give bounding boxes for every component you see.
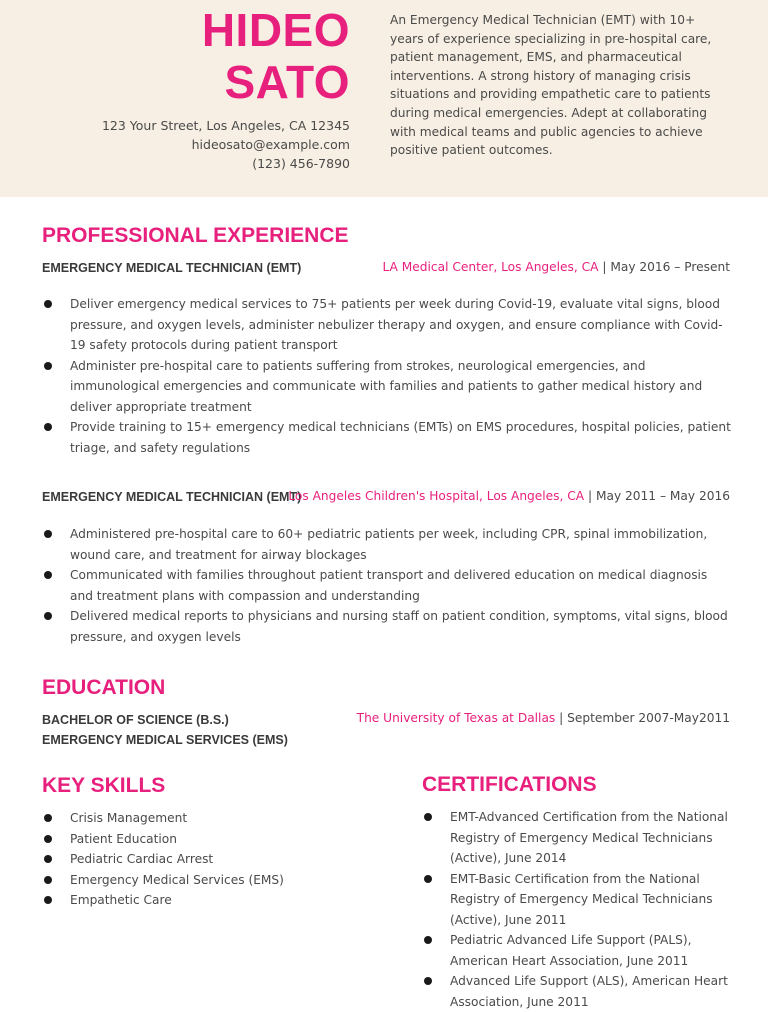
- education-meta: [357, 711, 730, 725]
- address: 123 Your Street, Los Angeles, CA 12345: [101, 118, 350, 133]
- email: hideosato@example.com: [191, 137, 350, 152]
- bullet-icon: [424, 977, 432, 985]
- bullet-text: Communicated with families throughout patient transport and delivered education on medical diagnosis and treatment plans with compassion and understanding: [70, 568, 708, 603]
- bullet-icon: [424, 875, 432, 883]
- job-bullets-2: [42, 524, 732, 647]
- certifications-list: [422, 807, 742, 1012]
- bullet-icon: [44, 423, 52, 431]
- list-item: [42, 417, 732, 458]
- cert-text: Advanced Life Support (ALS), American Heart Association, June 2011: [450, 974, 728, 1009]
- list-item: [422, 971, 742, 1012]
- bullet-icon: [44, 530, 52, 538]
- bullet-icon: [424, 813, 432, 821]
- education-dates: | September 2007-May2011: [555, 711, 730, 725]
- job-meta-1: [382, 260, 730, 274]
- skills-heading: KEY SKILLS: [42, 774, 166, 797]
- bullet-icon: [44, 814, 52, 822]
- cert-text: Pediatric Advanced Life Support (PALS), American Heart Association, June 2011: [450, 933, 692, 968]
- first-name: HIDEO: [201, 4, 350, 56]
- job-meta-2: [288, 489, 730, 503]
- summary-text: An Emergency Medical Technician (EMT) with 10+ years of experience specializing in pre-hospital care, patient management, EMS, and pharmaceutical interventions. A strong history of managing crisis situations and providing empathetic care to patients during medical emergencies. Adept at collaborating with medical teams and public agencies to achieve positive patient outcomes.: [390, 13, 712, 158]
- bullet-icon: [44, 896, 52, 904]
- last-name: SATO: [224, 56, 350, 108]
- experience-heading: PROFESSIONAL EXPERIENCE: [42, 224, 349, 247]
- job-title-2: EMERGENCY MEDICAL TECHNICIAN (EMT): [42, 490, 302, 504]
- bullet-icon: [44, 362, 52, 370]
- job-dates-2: | May 2011 – May 2016: [584, 489, 730, 503]
- list-item: [42, 808, 372, 829]
- list-item: [42, 565, 732, 606]
- list-item: [42, 294, 732, 356]
- list-item: [42, 870, 372, 891]
- education-heading: EDUCATION: [42, 676, 166, 699]
- job-title-1: EMERGENCY MEDICAL TECHNICIAN (EMT): [42, 261, 302, 275]
- employer-2: Los Angeles Children's Hospital, Los Angeles, CA: [288, 489, 585, 503]
- cert-text: EMT-Basic Certification from the National Registry of Emergency Medical Technicians (Active), June 2011: [450, 871, 713, 927]
- list-item: [42, 829, 372, 850]
- bullet-text: Provide training to 15+ emergency medical technicians (EMTs) on EMS procedures, hospital policies, patient triage, and safety regulations: [70, 420, 731, 455]
- skill-text: Empathetic Care: [70, 893, 172, 907]
- bullet-icon: [44, 300, 52, 308]
- cert-text: EMT-Advanced Certification from the National Registry of Emergency Medical Technicians (Active), June 2014: [450, 810, 728, 865]
- bullet-icon: [44, 612, 52, 620]
- bullet-text: Deliver emergency medical services to 75+ patients per week during Covid-19, evaluate vital signs, blood pressure, and oxygen levels, administer nebulizer therapy and oxygen, and ensure compliance with Covid-19 safety protocols during patient transport: [70, 297, 723, 352]
- skill-text: Pediatric Cardiac Arrest: [70, 852, 214, 866]
- list-item: [422, 869, 742, 931]
- list-item: [42, 849, 372, 870]
- bullet-icon: [44, 855, 52, 863]
- skill-text: Patient Education: [70, 831, 177, 846]
- bullet-text: Administered pre-hospital care to 60+ pediatric patients per week, including CPR, spinal immobilization, wound care, and treatment for airway blockages: [70, 527, 708, 562]
- skills-list: [42, 808, 372, 911]
- job-dates-1: | May 2016 – Present: [598, 260, 730, 274]
- phone: (123) 456-7890: [252, 156, 350, 171]
- bullet-icon: [44, 835, 52, 843]
- list-item: [42, 524, 732, 565]
- degree: [42, 710, 288, 750]
- degree-line-1: BACHELOR OF SCIENCE (B.S.): [42, 713, 229, 727]
- contact-info: [102, 116, 350, 173]
- certifications-heading: CERTIFICATIONS: [422, 773, 597, 796]
- skill-text: Emergency Medical Services (EMS): [70, 872, 284, 887]
- list-item: [422, 807, 742, 869]
- list-item: [422, 930, 742, 971]
- bullet-icon: [44, 571, 52, 579]
- list-item: [42, 890, 372, 911]
- bullet-text: Delivered medical reports to physicians and nursing staff on patient condition, symptoms, vital signs, blood pressure, and oxygen levels: [70, 609, 728, 644]
- bullet-icon: [424, 936, 432, 944]
- job-bullets-1: [42, 294, 732, 458]
- bullet-icon: [44, 876, 52, 884]
- list-item: [42, 356, 732, 418]
- bullet-text: Administer pre-hospital care to patients suffering from strokes, neurological emergencies, and immunological emergencies and communicate with families and patients to gather medical history and deliver appropriate treatment: [70, 358, 703, 414]
- candidate-name: [202, 4, 350, 108]
- skill-text: Crisis Management: [70, 811, 188, 825]
- degree-line-2: EMERGENCY MEDICAL SERVICES (EMS): [42, 733, 288, 747]
- employer-1: LA Medical Center, Los Angeles, CA: [382, 260, 599, 274]
- header-band: [0, 0, 768, 197]
- list-item: [42, 606, 732, 647]
- school: The University of Texas at Dallas: [356, 711, 556, 725]
